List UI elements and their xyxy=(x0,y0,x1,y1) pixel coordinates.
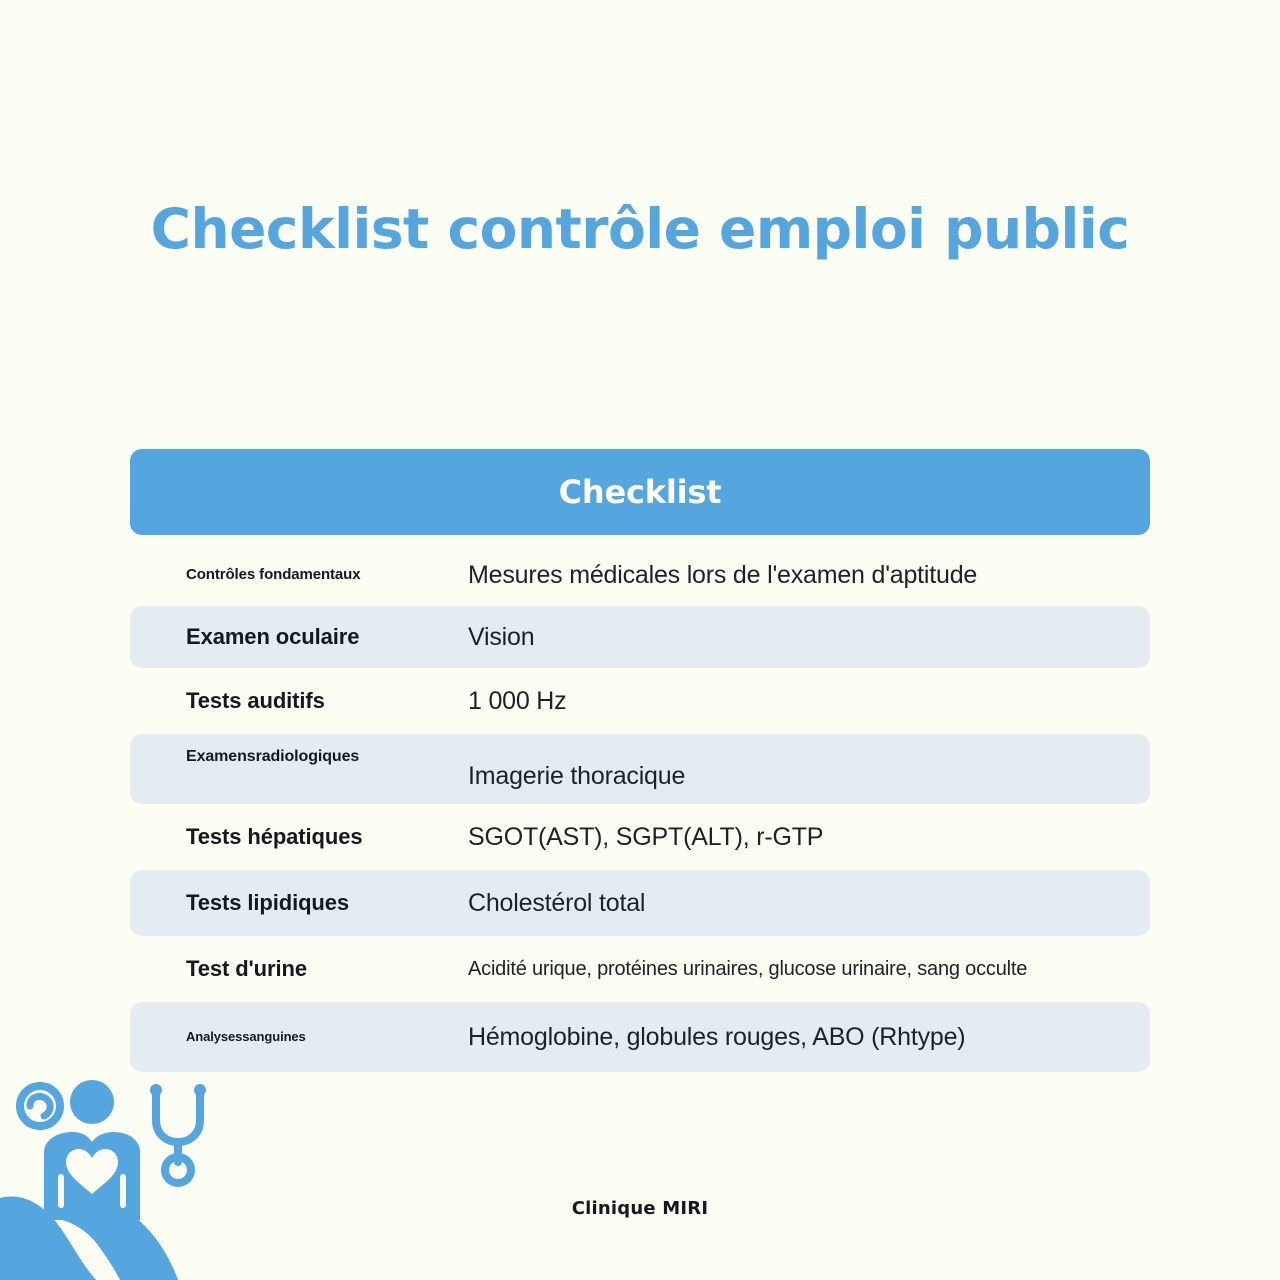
checklist-table xyxy=(130,449,1150,1072)
table-row[interactable] xyxy=(130,544,1150,606)
row-value: Hémoglobine, globules rouges, ABO (Rhtype) xyxy=(468,1022,966,1051)
table-row[interactable] xyxy=(130,1002,1150,1072)
row-value: Vision xyxy=(468,622,535,651)
health-person-stethoscope-icon xyxy=(0,1070,230,1280)
table-row[interactable] xyxy=(130,804,1150,870)
row-value: Acidité urique, protéines urinaires, glucose urinaire, sang occulte xyxy=(468,957,1028,980)
row-label: Examen oculaire xyxy=(186,623,360,649)
table-row[interactable] xyxy=(130,936,1150,1002)
table-row[interactable] xyxy=(130,606,1150,668)
row-label: Examensradiologiques xyxy=(186,748,360,765)
row-value: Imagerie thoracique xyxy=(468,762,686,790)
row-label: Test d'urine xyxy=(186,955,307,981)
row-label: Tests hépatiques xyxy=(186,823,363,849)
table-row[interactable] xyxy=(130,734,1150,804)
table-row[interactable] xyxy=(130,668,1150,734)
table-header xyxy=(130,449,1150,535)
row-label: Contrôles fondamentaux xyxy=(186,565,361,583)
row-value: SGOT(AST), SGPT(ALT), r-GTP xyxy=(468,822,824,851)
row-label: Analysessanguines xyxy=(186,1028,306,1044)
row-label: Tests auditifs xyxy=(186,687,325,713)
table-body xyxy=(130,544,1150,1072)
table-header-title: Checklist xyxy=(558,473,722,511)
row-value: Cholestérol total xyxy=(468,888,646,917)
row-value: Mesures médicales lors de l'examen d'aptitude xyxy=(468,560,978,589)
footer-brand: Clinique MIRI xyxy=(571,1198,709,1219)
page-title: Checklist contrôle emploi public xyxy=(150,197,1130,261)
row-value: 1 000 Hz xyxy=(468,686,567,715)
row-label: Tests lipidiques xyxy=(186,889,350,915)
table-row[interactable] xyxy=(130,870,1150,936)
